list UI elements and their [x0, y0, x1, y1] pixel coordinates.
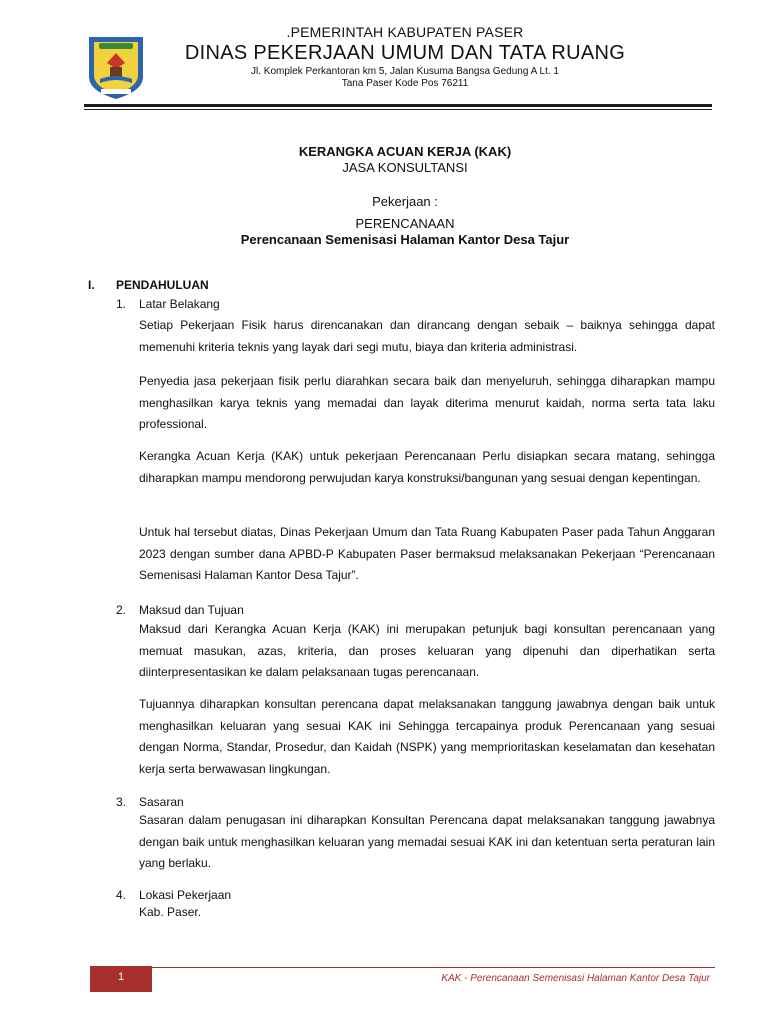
letterhead-divider-thick: [84, 104, 712, 107]
paragraph: Untuk hal tersebut diatas, Dinas Pekerjaan Umum dan Tata Ruang Kabupaten Paser pada Tahun Anggaran 2023 dengan sumber dana APBD-P Kabupaten Paser bermaksud melaksanakan Pekerjaan “Perencanaan Semenisasi Halaman Kantor Desa Tajur”.: [139, 525, 715, 582]
government-name: .PEMERINTAH KABUPATEN PASER: [286, 24, 524, 40]
paragraph: Setiap Pekerjaan Fisik harus direncanakan dan dirancang dengan sebaik – baiknya sehingga dapat memenuhi kriteria teknis yang layak dari segi mutu, biaya dan kriteria administrasi.: [139, 318, 715, 354]
regency-emblem-logo: [85, 33, 147, 101]
footer-running-title: KAK - Perencanaan Semenisasi Halaman Kantor Desa Tajur: [441, 973, 710, 984]
work-category: PERENCANAAN: [355, 216, 455, 231]
item-number: 4.: [116, 888, 127, 902]
page-number: 1: [117, 971, 125, 983]
paragraph: Sasaran dalam penugasan ini diharapkan Konsultan Perencana dapat melaksanakan tanggung jawabnya dengan baik untuk menghasilkan keluaran yang memadai sesuai KAK ini dan ketentuan serta peraturan lain yang berlaku.: [139, 813, 715, 870]
item-title-sasaran: Sasaran: [139, 795, 184, 809]
item-title-latar-belakang: Latar Belakang: [139, 297, 220, 311]
section-number: I.: [88, 278, 95, 292]
paragraph: Kerangka Acuan Kerja (KAK) untuk pekerjaan Perencanaan Perlu disiapkan secara matang, sehingga diharapkan mampu mendorong perwujudan karya konstruksi/bangunan yang sesuai dengan kepentingan.: [139, 449, 715, 485]
work-label: Pekerjaan :: [372, 194, 438, 209]
document-title: KERANGKA ACUAN KERJA (KAK): [298, 144, 512, 159]
document-subtitle: JASA KONSULTANSI: [342, 160, 468, 175]
paragraph: Maksud dari Kerangka Acuan Kerja (KAK) ini merupakan petunjuk bagi konsultan perencanaan yang memuat masukan, azas, kriteria, dan proses keluaran yang dipenuhi dan diperhatikan serta diinterpresentasikan ke dalam pelaksanaan tugas perencanaan.: [139, 622, 715, 679]
letterhead-divider-thin: [84, 109, 712, 110]
department-postal: Tana Paser Kode Pos 76211: [341, 78, 469, 89]
item-number: 2.: [116, 603, 127, 617]
item-number: 3.: [116, 795, 127, 809]
paser-regency-emblem-icon: [85, 33, 147, 101]
item-number: 1.: [116, 297, 127, 311]
paragraph: Tujuannya diharapkan konsultan perencana dapat melaksanakan tanggung jawabnya dengan baik untuk menghasilkan keluaran yang sesuai KAK ini Sehingga tercapainya produk Perencanaan yang sesuai dengan Norma, Standar, Prosedur, dan Kaidah (NSPK) yang memprioritaskan keselamatan dan kesehatan kerja serta berwawasan lingkungan.: [139, 697, 715, 776]
paragraph: Kab. Paser.: [139, 905, 202, 919]
paragraph: Penyedia jasa pekerjaan fisik perlu diarahkan secara baik dan menyeluruh, sehingga diharapkan mampu menghasilkan karya teknis yang memadai dan layak diterima menurut kaidah, norma serta tata laku professional.: [139, 374, 715, 431]
section-title: PENDAHULUAN: [116, 278, 209, 292]
project-name: Perencanaan Semenisasi Halaman Kantor Desa Tajur: [240, 232, 570, 247]
item-title-maksud-tujuan: Maksud dan Tujuan: [139, 603, 244, 617]
item-title-lokasi: Lokasi Pekerjaan: [139, 888, 232, 902]
footer-rule: [152, 967, 715, 968]
department-address: Jl. Komplek Perkantoran km 5, Jalan Kusuma Bangsa Gedung A Lt. 1: [251, 66, 559, 77]
department-name: DINAS PEKERJAAN UMUM DAN TATA RUANG: [184, 42, 626, 64]
